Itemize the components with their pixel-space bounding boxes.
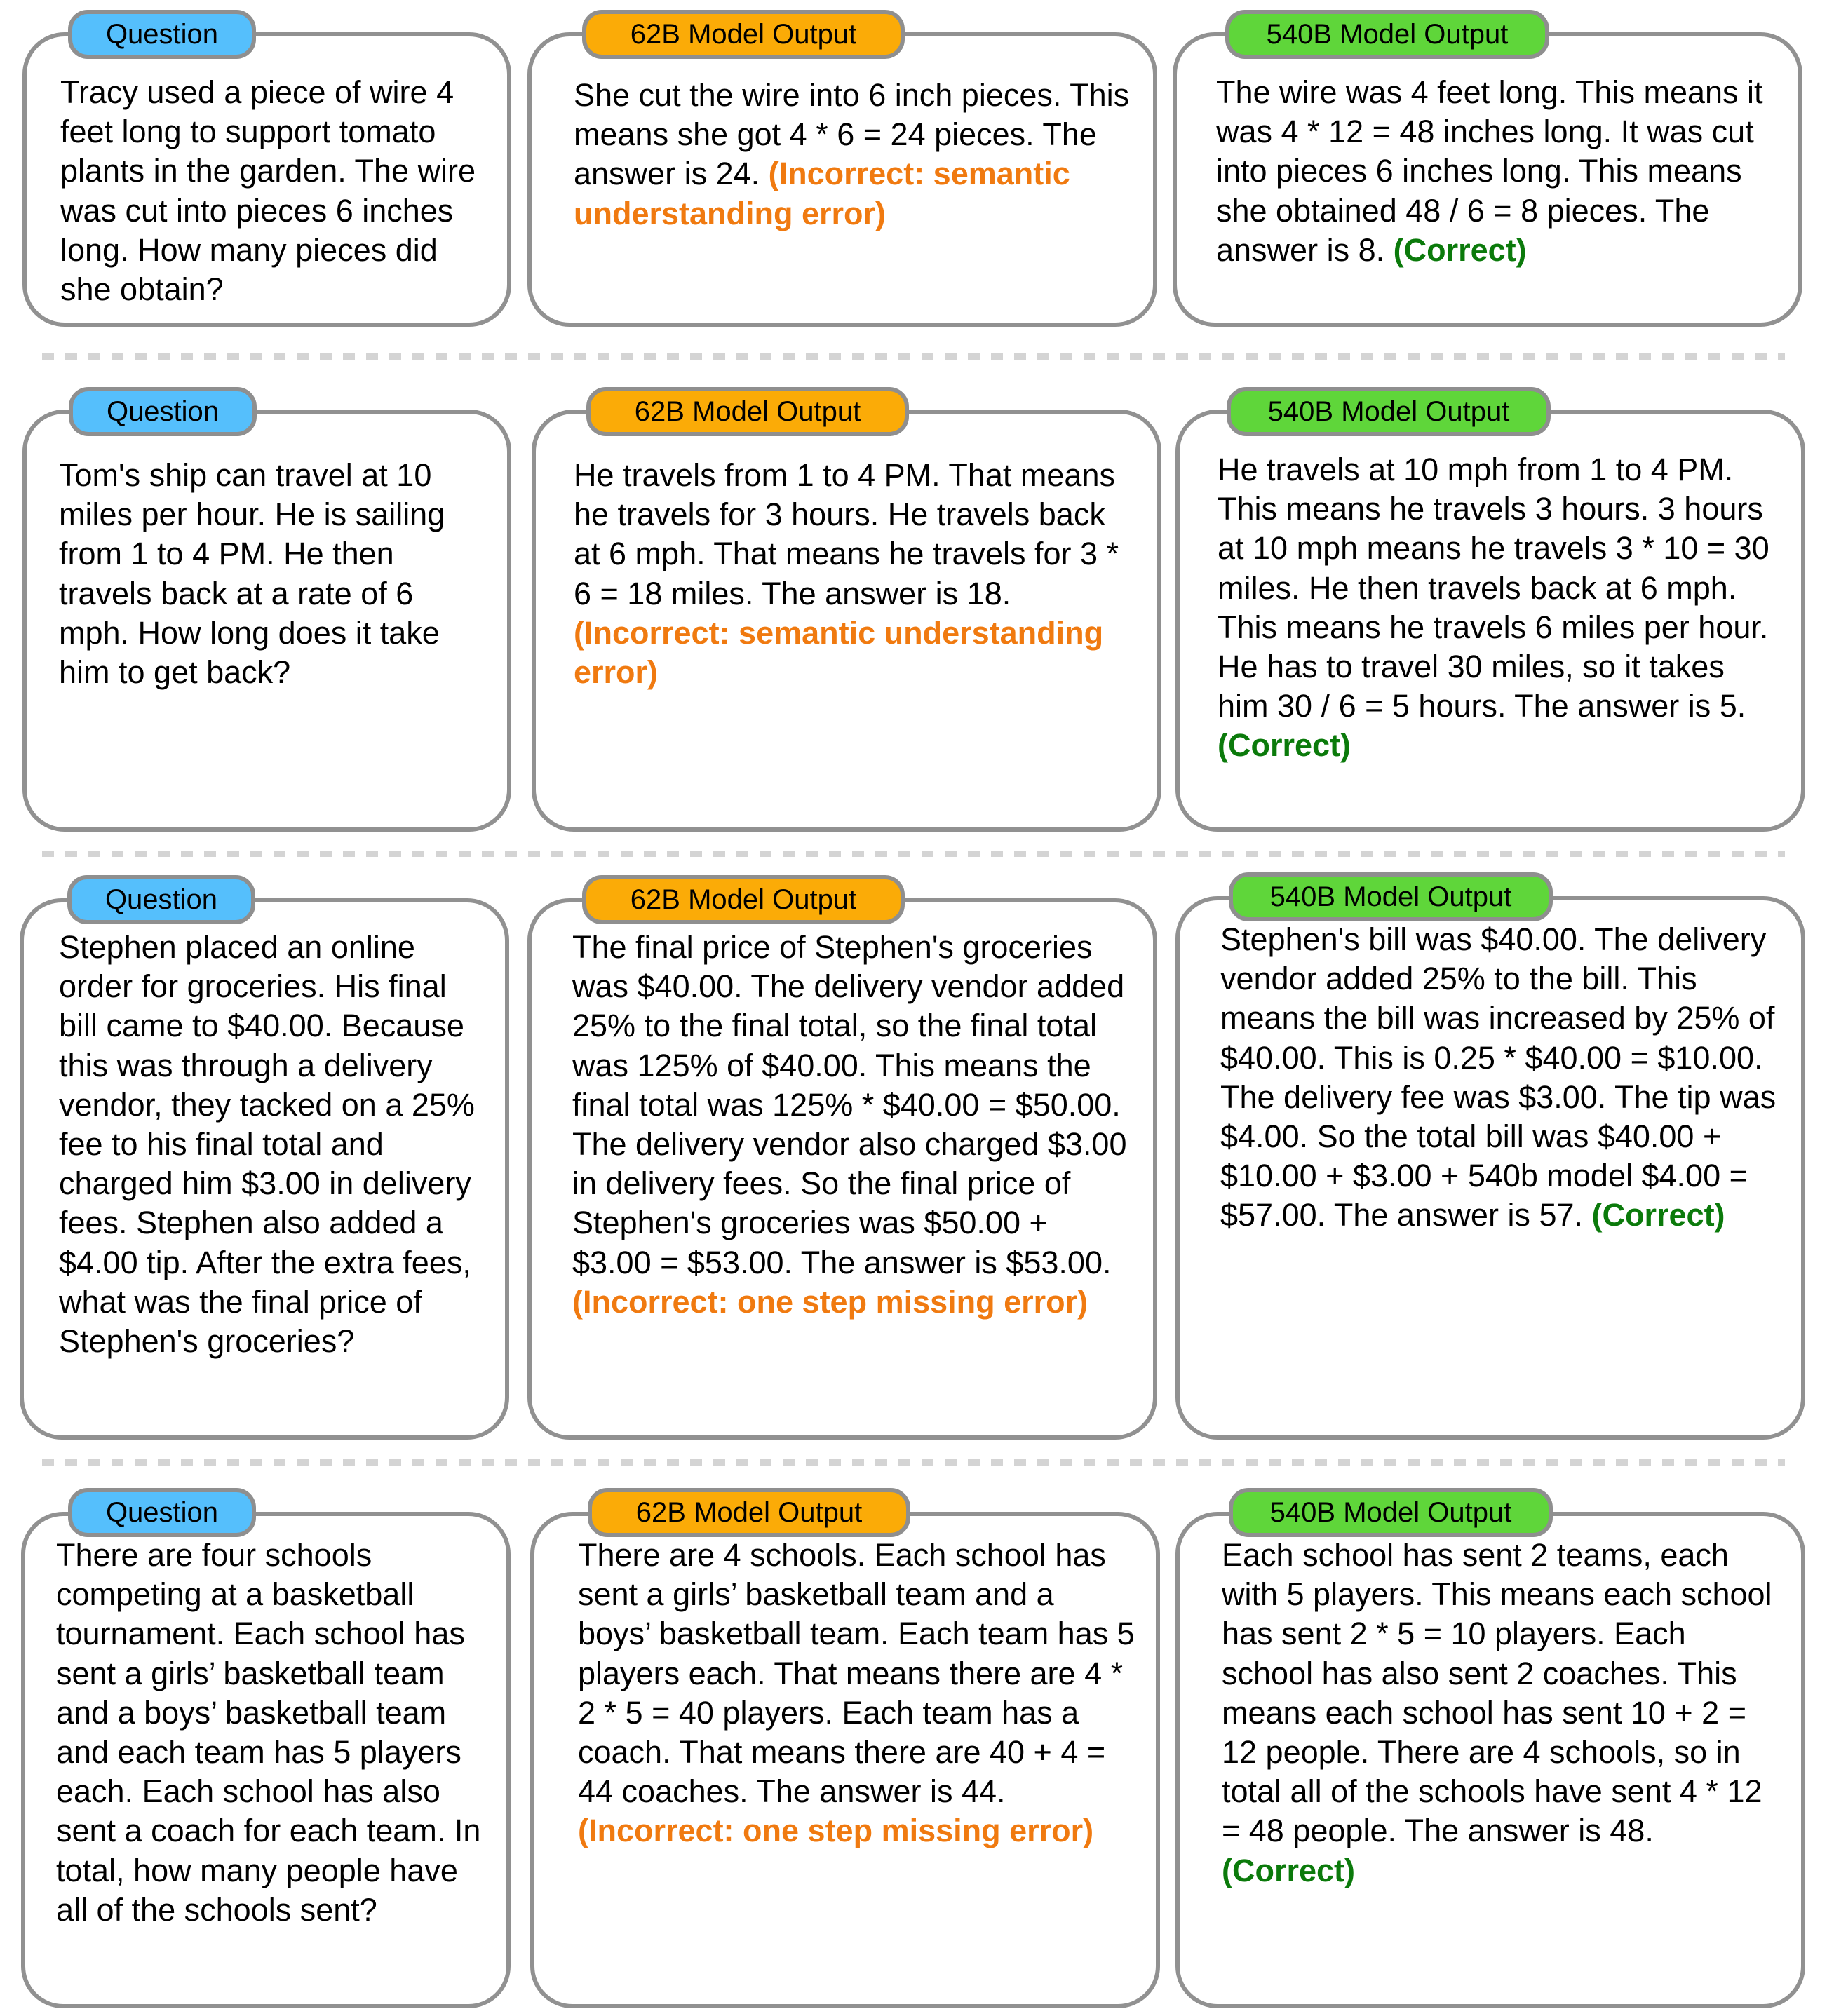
incorrect-verdict: (Incorrect: one step missing error)	[572, 1283, 1088, 1320]
model-62b-output-text	[578, 1536, 1135, 1851]
model-540b-output-card	[1173, 32, 1802, 327]
model-540b-label: 540B Model Output	[1229, 1488, 1553, 1537]
model-62b-label: 62B Model Output	[582, 875, 905, 924]
model-62b-output-card	[527, 898, 1157, 1440]
question-label: Question	[69, 387, 257, 436]
model-62b-output-text	[572, 928, 1132, 1322]
row-separator	[42, 1459, 1785, 1466]
row-separator	[42, 851, 1785, 857]
model-output-reasoning: Each school has sent 2 teams, each with 5 players. This means each school has sent 2 * 5 = 10 players. Each school has also sent 2 coaches. This means each school has sent 10 + 2 = 12 people. There are 4 schools, so in total all of the schools have sent 4 * 12 = 48 people. The answer is 48.	[1222, 1537, 1772, 1849]
question-text: There are four schools competing at a basketball tournament. Each school has sent a girls’ basketball team and a boys’ basketball team and each team has 5 players each. Each school has also sent a coach for each team. In total, how many people have all of the schools sent?	[56, 1537, 481, 1928]
model-540b-output-card	[1175, 1512, 1805, 2008]
model-output-reasoning: The final price of Stephen's groceries was $40.00. The delivery vendor added 25% to the final total, so the final total was 125% of $40.00. This means the final total was 125% * $40.00 = $50.00. The delivery vendor also charged $3.00 in delivery fees. So the final price of Stephen's groceries was $50.00 + $3.00 = $53.00. The answer is $53.00.	[572, 929, 1127, 1280]
model-output-reasoning: The wire was 4 feet long. This means it was 4 * 12 = 48 inches long. It was cut into pieces 6 inches long. This means she obtained 48 / 6 = 8 pieces. The answer is 8.	[1216, 74, 1763, 268]
correct-verdict: (Correct)	[1222, 1852, 1356, 1888]
model-540b-label: 540B Model Output	[1229, 872, 1553, 921]
model-output-reasoning: Stephen's bill was $40.00. The delivery vendor added 25% to the bill. This means the bill was increased by 25% of $40.00. This is 0.25 * $40.00 = $10.00. The delivery fee was $3.00. The tip was $4.00. So the total bill was $40.00 + $10.00 + $3.00 + 540b model $4.00 = $57.00. The answer is 57.	[1220, 921, 1777, 1233]
model-540b-output-card	[1175, 410, 1805, 832]
question-card	[22, 410, 511, 832]
model-output-reasoning: He travels from 1 to 4 PM. That means he travels for 3 hours. He travels back at 6 mph. That means he travels for 3 * 6 = 18 miles. The answer is 18.	[574, 457, 1119, 611]
model-output-reasoning: He travels at 10 mph from 1 to 4 PM. This means he travels 3 hours. 3 hours at 10 mph means he travels 3 * 10 = 30 miles. He then travels back at 6 mph. This means he travels 6 miles per hour. He has to travel 30 miles, so it takes him 30 / 6 = 5 hours. The answer is 5.	[1218, 452, 1769, 724]
incorrect-verdict: (Incorrect: one step missing error)	[578, 1813, 1094, 1849]
question-card	[20, 898, 509, 1440]
model-62b-output-text	[574, 76, 1132, 234]
model-540b-label: 540B Model Output	[1227, 387, 1551, 436]
correct-verdict: (Correct)	[1218, 727, 1351, 764]
model-output-reasoning: She cut the wire into 6 inch pieces. This means she got 4 * 6 = 24 pieces. The answer is 24.	[574, 77, 1130, 192]
question-card	[21, 1512, 511, 2008]
model-540b-output-card	[1175, 896, 1805, 1440]
model-62b-output-text	[574, 456, 1136, 692]
model-540b-output-text	[1216, 73, 1777, 270]
model-540b-output-text	[1222, 1536, 1780, 1890]
model-62b-output-card	[532, 410, 1161, 832]
model-62b-label: 62B Model Output	[588, 1488, 910, 1537]
row-separator	[42, 353, 1785, 360]
model-62b-output-card	[527, 32, 1157, 327]
model-62b-label: 62B Model Output	[582, 10, 905, 59]
model-540b-label: 540B Model Output	[1225, 10, 1549, 59]
incorrect-verdict: (Incorrect: semantic understanding error)	[574, 614, 1104, 691]
question-label: Question	[68, 10, 256, 59]
model-output-reasoning: There are 4 schools. Each school has sent a girls’ basketball team and a boys’ basketball team. Each team has 5 players each. That means there are 4 * 2 * 5 = 40 players. Each team has a coach. That means there are 40 + 4 = 44 coaches. The answer is 44.	[578, 1537, 1135, 1810]
model-62b-label: 62B Model Output	[586, 387, 909, 436]
correct-verdict: (Correct)	[1393, 231, 1527, 268]
question-label: Question	[67, 875, 255, 924]
question-card	[22, 32, 511, 327]
model-540b-output-text	[1218, 450, 1780, 766]
question-text: Stephen placed an online order for groceries. His final bill came to $40.00. Because this was through a delivery vendor, they tacked on a 25% fee to his final total and charged him $3.00 in delivery fees. Stephen also added a $4.00 tip. After the extra fees, what was the final price of Stephen's groceries?	[59, 929, 475, 1360]
correct-verdict: (Correct)	[1591, 1197, 1725, 1233]
question-label: Question	[68, 1488, 256, 1537]
incorrect-verdict: (Incorrect: semantic understanding error)	[574, 156, 1070, 231]
question-text: Tom's ship can travel at 10 miles per hour. He is sailing from 1 to 4 PM. He then travels back at a rate of 6 mph. How long does it take him to get back?	[59, 457, 445, 691]
model-540b-output-text	[1220, 920, 1780, 1236]
model-62b-output-card	[530, 1512, 1160, 2008]
question-text: Tracy used a piece of wire 4 feet long to support tomato plants in the garden. The wire was cut into pieces 6 inches long. How many pieces did she obtain?	[60, 74, 476, 308]
